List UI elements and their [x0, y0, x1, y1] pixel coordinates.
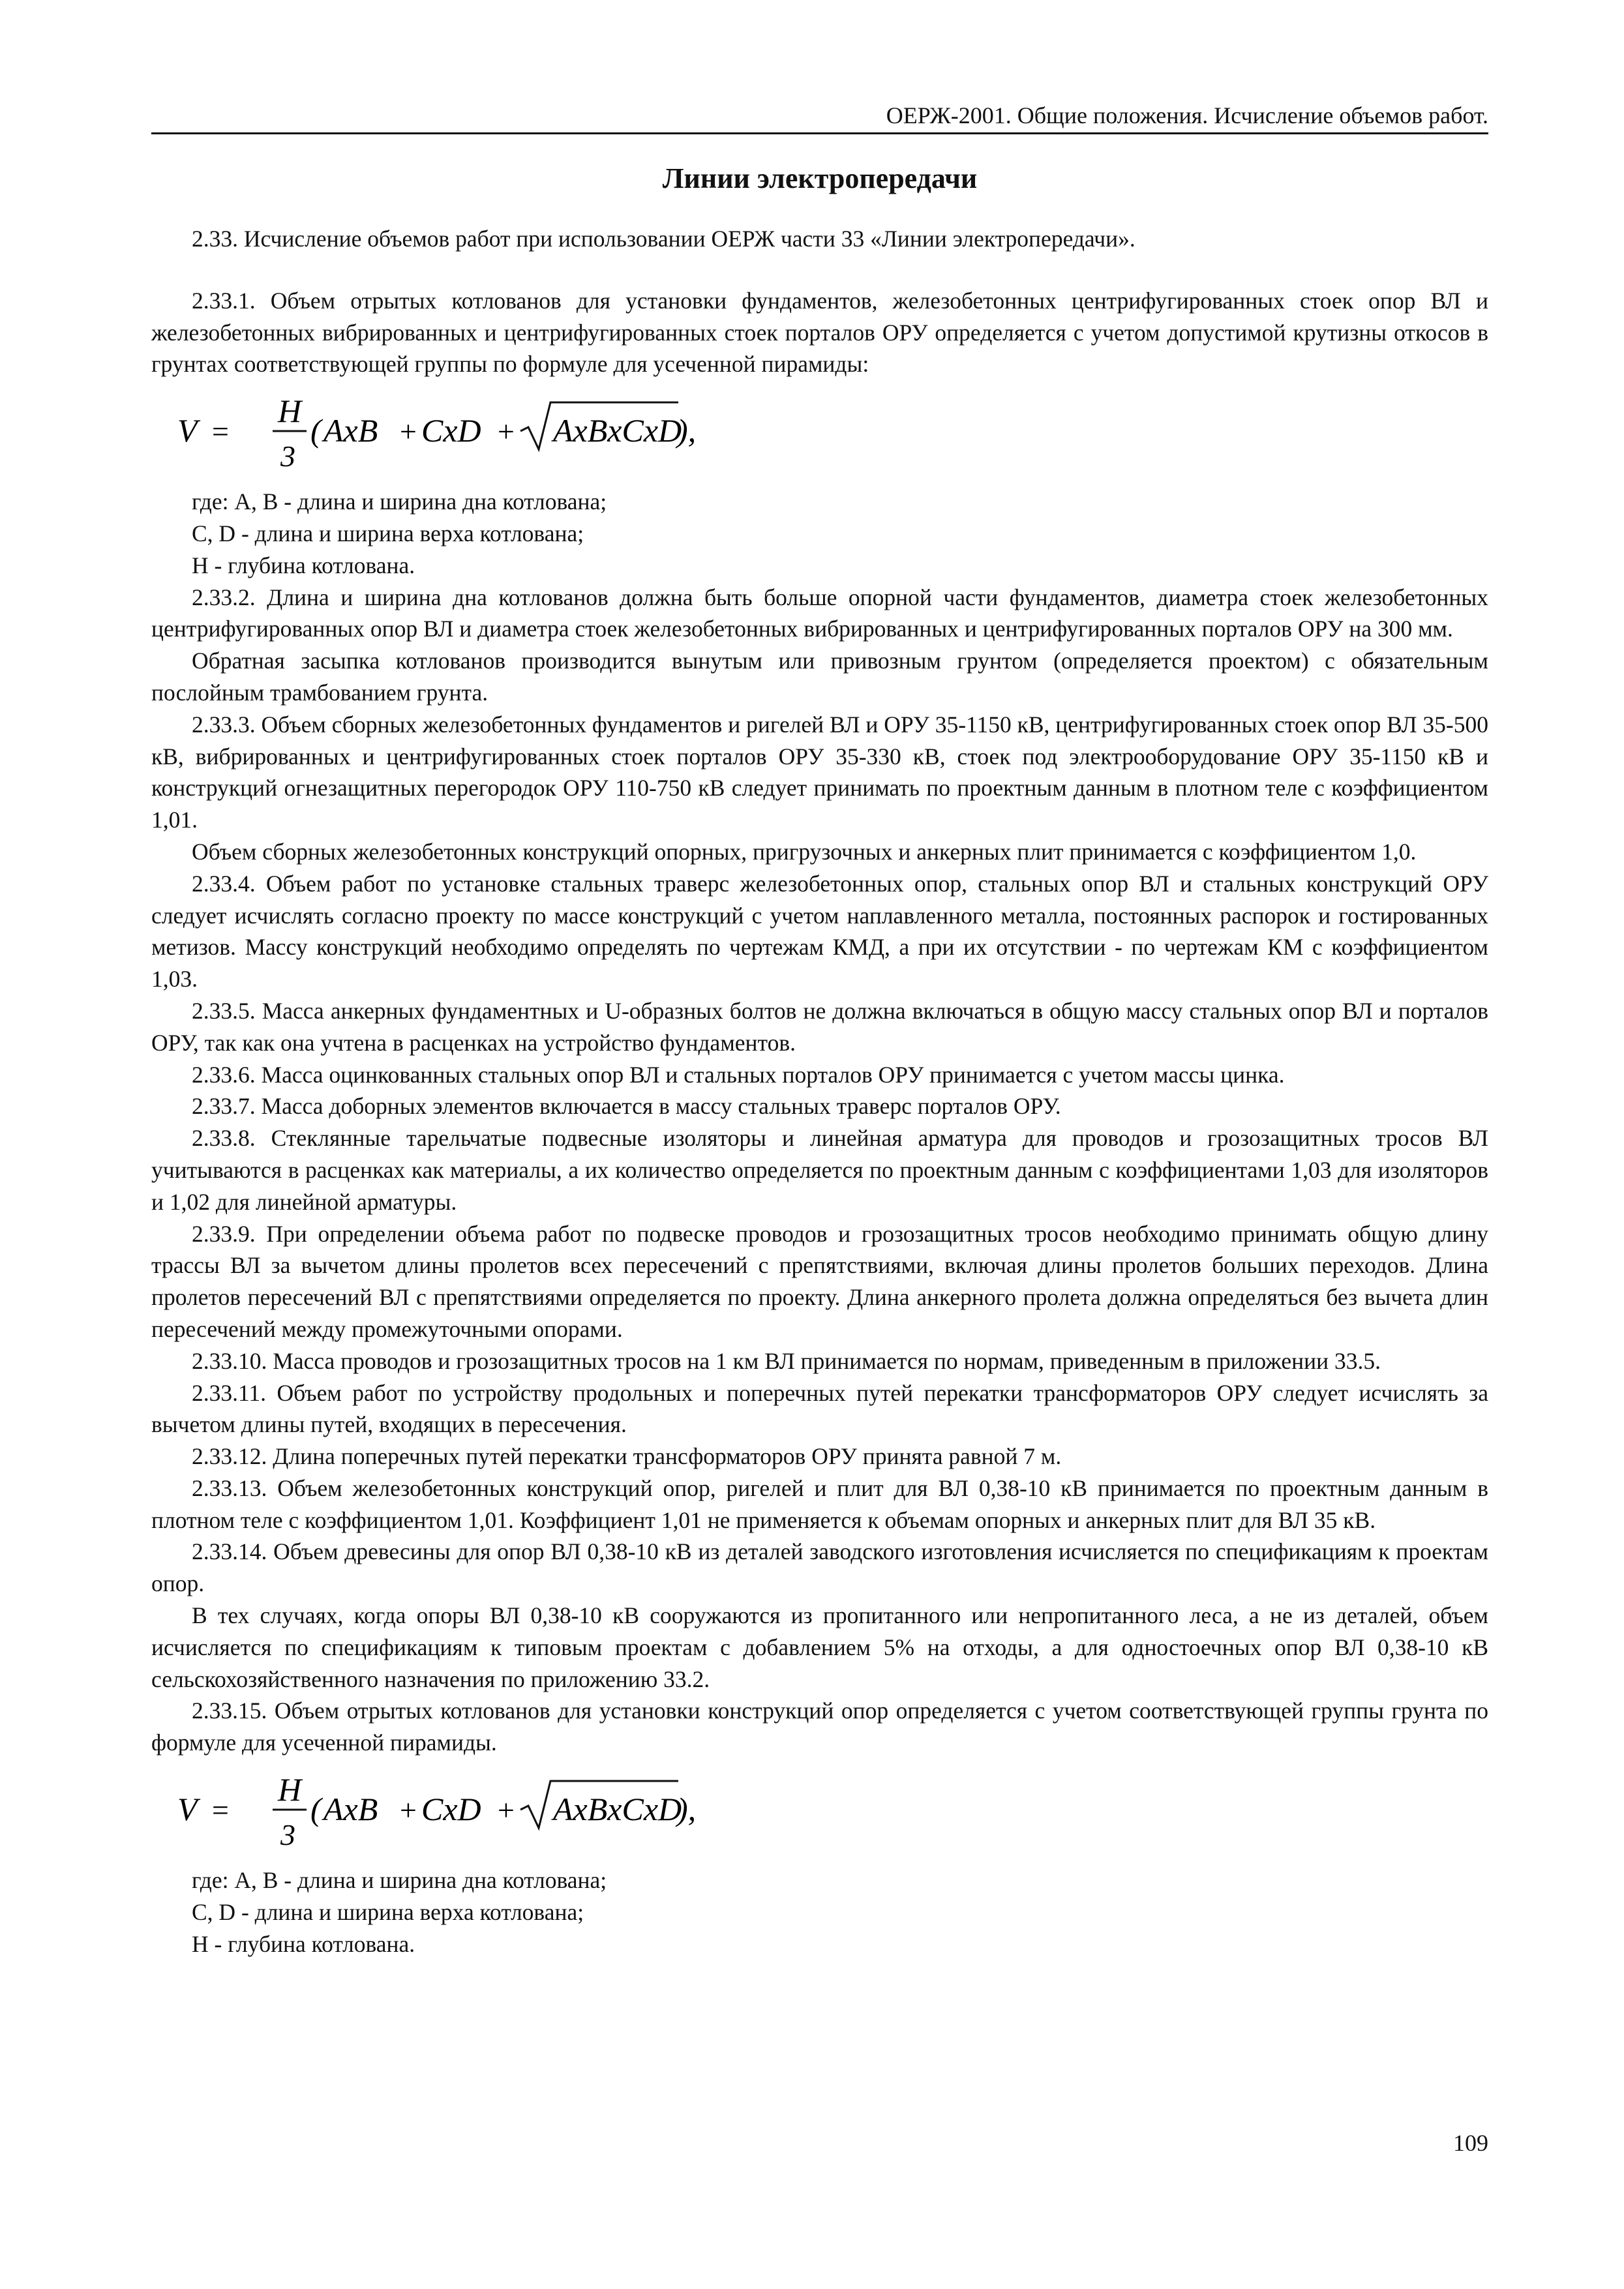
- paragraph-2-33-4: 2.33.4. Объем работ по установке стальных траверс железобетонных опор, стальных опор ВЛ и стальных конструкций ОРУ следует исчислять согласно проекту по массе конструкций с учетом наплавленного металла, постоянных распорок и гостированных метизов. Массу конструкций необходимо определять по чертежам КМД, а при их отсутствии - по чертежам КМ с коэффициентом 1,03.: [151, 870, 1488, 993]
- document-body: [151, 223, 1488, 1960]
- legend-line-ab-2: где: A, B - длина и ширина дна котлована;: [192, 1867, 607, 1894]
- paragraph-2-33-14: 2.33.14. Объем древесины для опор ВЛ 0,38-10 кВ из деталей заводского изготовления исчисляется по спецификациям к проектам опор.: [151, 1538, 1488, 1597]
- running-header: ОЕРЖ-2001. Общие положения. Исчисление объемов работ.: [886, 102, 1488, 128]
- formula-numerator: H: [278, 1771, 302, 1808]
- formula-truncated-pyramid-2: [176, 1767, 1488, 1858]
- formula-plus-1: +: [398, 415, 419, 449]
- paragraph-2-33-10: 2.33.10. Масса проводов и грозозащитных тросов на 1 км ВЛ принимается по нормам, приведенным в приложении 33.5.: [192, 1347, 1381, 1374]
- formula-equals: =: [210, 415, 231, 449]
- paragraph-2-33-6: 2.33.6. Масса оцинкованных стальных опор ВЛ и стальных порталов ОРУ принимается с учетом массы цинка.: [192, 1061, 1285, 1088]
- paragraph-2-33-2-backfill: Обратная засыпка котлованов производится вынутым или привозным грунтом (определяется проектом) с обязательным послойным трамбованием грунта.: [151, 648, 1488, 706]
- legend-line-cd: C, D - длина и ширина верха котлована;: [192, 520, 584, 546]
- formula-denominator: 3: [280, 440, 295, 473]
- formula-lhs: V: [177, 1791, 198, 1828]
- paragraph-2-33-7: 2.33.7. Масса доборных элементов включается в массу стальных траверс порталов ОРУ.: [192, 1093, 1061, 1120]
- formula-numerator: H: [278, 393, 302, 430]
- formula-svg-2: [176, 1767, 763, 1858]
- formula-close: ),: [677, 1791, 697, 1828]
- legend-line-ab: где: A, B - длина и ширина дна котлована;: [192, 488, 607, 515]
- paragraph-2-33-3-plates: Объем сборных железобетонных конструкций опорных, пригрузочных и анкерных плит принимается с коэффициентом 1,0.: [192, 838, 1417, 865]
- formula-equals: =: [210, 1793, 231, 1827]
- formula-term-axb: AxB: [323, 1791, 378, 1828]
- formula-plus-2: +: [496, 415, 517, 449]
- legend-line-h: H - глубина котлована.: [192, 552, 415, 578]
- page-number: 109: [1453, 2130, 1488, 2156]
- paragraph-2-33-1: 2.33.1. Объем отрытых котлованов для установки фундаментов, железобетонных центрифугированных стоек опор ВЛ и железобетонных вибрированных и центрифугированных стоек порталов ОРУ определяется с учетом допустимой крутизны откосов в грунтах соответствующей группы по формуле для усеченной пирамиды:: [151, 287, 1488, 378]
- paragraph-2-33-2: 2.33.2. Длина и ширина дна котлованов должна быть больше опорной части фундаментов, диаметра стоек железобетонных центрифугированных опор ВЛ и диаметра стоек железобетонных вибрированных и центрифугированных порталов ОРУ на 300 мм.: [151, 584, 1488, 642]
- intro-paragraph: 2.33. Исчисление объемов работ при использовании ОЕРЖ части 33 «Линии электропередачи».: [192, 226, 1135, 252]
- formula-svg: [176, 388, 763, 479]
- legend-line-h-2: H - глубина котлована.: [192, 1930, 415, 1957]
- formula-term-cxd: CxD: [421, 412, 481, 449]
- formula-close: ),: [677, 412, 697, 449]
- formula-open-paren: (: [310, 412, 322, 449]
- formula-radicand: AxBxCxD: [553, 1791, 682, 1828]
- paragraph-2-33-14-timber: В тех случаях, когда опоры ВЛ 0,38-10 кВ сооружаются из пропитанного или непропитанного леса, а не из деталей, объем исчисляется по спецификациям к типовым проектам с добавлением 5% на отходы, а для одностоечных опор ВЛ 0,38-10 кВ сельскохозяйственного назначения по приложению 33.2.: [151, 1602, 1488, 1692]
- paragraph-2-33-5: 2.33.5. Масса анкерных фундаментных и U-образных болтов не должна включаться в общую массу стальных опор ВЛ и порталов ОРУ, так как она учтена в расценках на устройство фундаментов.: [151, 997, 1488, 1056]
- formula-plus-2: +: [496, 1793, 517, 1827]
- formula-term-cxd: CxD: [421, 1791, 481, 1828]
- paragraph-2-33-15: 2.33.15. Объем отрытых котлованов для установки конструкций опор определяется с учетом соответствующей группы грунта по формуле для усеченной пирамиды.: [151, 1698, 1488, 1756]
- paragraph-2-33-12: 2.33.12. Длина поперечных путей перекатки трансформаторов ОРУ принята равной 7 м.: [192, 1443, 1062, 1470]
- paragraph-2-33-9: 2.33.9. При определении объема работ по подвеске проводов и грозозащитных тросов необходимо принимать общую длину трассы ВЛ за вычетом длины пролетов всех пересечений с препятствиями, включая длины пролетов больших переходов. Длина пролетов пересечений ВЛ с препятствиями определяется по проекту. Длина анкерного пролета должна определяться без вычета длин пересечений между промежуточными опорами.: [151, 1220, 1488, 1342]
- legend-line-cd-2: C, D - длина и ширина верха котлована;: [192, 1898, 584, 1925]
- paragraph-2-33-3: 2.33.3. Объем сборных железобетонных фундаментов и ригелей ВЛ и ОРУ 35-1150 кВ, центрифугированных стоек опор ВЛ 35-500 кВ, вибрированных и центрифугированных стоек порталов ОРУ 35-330 кВ, стоек под электрооборудование ОРУ 35-1150 кВ и конструкций огнезащитных перегородок ОРУ 110-750 кВ следует принимать по проектным данным в плотном теле с коэффициентом 1,01.: [151, 711, 1488, 833]
- paragraph-2-33-8: 2.33.8. Стеклянные тарельчатые подвесные изоляторы и линейная арматура для проводов и грозозащитных тросов ВЛ учитываются в расценках как материалы, а их количество определяется по проектным данным с коэффициентами 1,03 для изоляторов и 1,02 для линейной арматуры.: [151, 1125, 1488, 1215]
- formula-denominator: 3: [280, 1818, 295, 1852]
- formula-truncated-pyramid-1: [176, 388, 1488, 479]
- formula-open-paren: (: [310, 1791, 322, 1828]
- paragraph-2-33-11: 2.33.11. Объем работ по устройству продольных и поперечных путей перекатки трансформаторов ОРУ следует исчислять за вычетом длины путей, входящих в пересечения.: [151, 1379, 1488, 1438]
- formula-lhs: V: [177, 412, 198, 449]
- page-title: Линии электропередачи: [662, 162, 978, 194]
- formula-term-axb: AxB: [323, 412, 378, 449]
- paragraph-2-33-13: 2.33.13. Объем железобетонных конструкций опор, ригелей и плит для ВЛ 0,38-10 кВ принимается по проектным данным в плотном теле с коэффициентом 1,01. Коэффициент 1,01 не применяется к объемам опорных и анкерных плит для ВЛ 35 кВ.: [151, 1474, 1488, 1533]
- formula-radicand: AxBxCxD: [553, 412, 682, 449]
- formula-plus-1: +: [398, 1793, 419, 1827]
- header-rule: [151, 132, 1488, 134]
